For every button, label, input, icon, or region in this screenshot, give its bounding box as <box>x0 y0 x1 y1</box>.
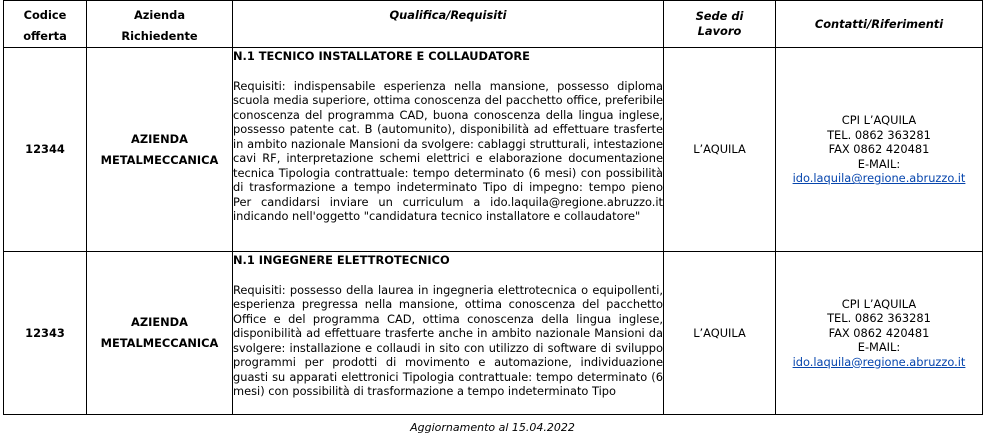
table-header-row <box>4 1 983 48</box>
job-offers-table <box>3 0 983 415</box>
company-name: AZIENDA METALMECCANICA <box>87 252 233 415</box>
job-requirements: Requisiti: indispensabile esperienza nella mansione, possesso diploma scuola media superiore, ottima conoscenza del pacchetto office, preferibile conoscenza del programma CAD, buona conoscenza della lingua inglese, possesso patente cat. B (automunito), disponibilità ad effettuare trasferte in ambito nazionale Mansioni da svolgere: cablaggi strutturali, intestazione cavi RF, interpretazione schemi elettrici e elaborazione documentazione tecnica Tipologia contrattuale: tempo determinato (6 mesi) con possibilità di trasformazione a tempo indeterminato Tipo di impegno: tempo pieno Per candidarsi inviare un curriculum a ido.laquila@regione.abruzzo.it indicando nell'oggetto "candidatura tecnico installatore e collaudatore" <box>233 78 663 223</box>
contact-email-label: E-MAIL: <box>857 156 901 171</box>
job-title: N.1 TECNICO INSTALLATORE E COLLAUDATORE <box>233 49 530 63</box>
header-qualification: Qualifica/Requisiti <box>233 1 664 48</box>
qualification-cell <box>233 252 664 415</box>
header-code: Codice offerta <box>4 1 87 48</box>
work-location: L’AQUILA <box>664 252 776 415</box>
header-contacts: Contatti/Riferimenti <box>776 1 983 48</box>
offer-code: 12344 <box>4 48 87 252</box>
work-location: L’AQUILA <box>664 48 776 252</box>
contact-email-link[interactable]: ido.laquila@regione.abruzzo.it <box>792 171 966 186</box>
qualification-cell <box>233 48 664 252</box>
header-company: Azienda Richiedente <box>87 1 233 48</box>
company-name: AZIENDA METALMECCANICA <box>87 48 233 252</box>
update-date-footer: Aggiornamento al 15.04.2022 <box>410 421 575 434</box>
contact-email-link[interactable]: ido.laquila@regione.abruzzo.it <box>792 354 966 369</box>
contact-office: CPI L’AQUILA <box>841 296 917 311</box>
contacts-cell <box>776 252 983 415</box>
contact-fax: FAX 0862 420481 <box>828 325 930 340</box>
contact-email-label: E-MAIL: <box>857 340 901 355</box>
contact-office: CPI L’AQUILA <box>841 113 917 128</box>
offer-code: 12343 <box>4 252 87 415</box>
table-row <box>4 252 983 415</box>
table-row <box>4 48 983 252</box>
contact-tel: TEL. 0862 363281 <box>827 311 931 326</box>
contacts-cell <box>776 48 983 252</box>
contact-fax: FAX 0862 420481 <box>828 142 930 157</box>
job-title: N.1 INGEGNERE ELETTROTECNICO <box>233 253 450 267</box>
header-location: Sede di Lavoro <box>664 1 776 48</box>
job-requirements: Requisiti: possesso della laurea in ingegneria elettrotecnica o equipollenti, esperienza pregressa nella mansione, ottima conoscenza del pacchetto Office e del programma CAD, ottima conoscenza della lingua inglese, disponibilità ad effettuare trasferte anche in ambito nazionale Mansioni da svolgere: installazione e collaudi in sito con utilizzo di software di sviluppo programmi per prodotti di movimento e automazione, individuazione guasti su apparati elettronici Tipologia contrattuale: tempo determinato (6 mesi) con possibilità di trasformazione a tempo indeterminato Tipo <box>233 282 663 398</box>
contact-tel: TEL. 0862 363281 <box>827 127 931 142</box>
